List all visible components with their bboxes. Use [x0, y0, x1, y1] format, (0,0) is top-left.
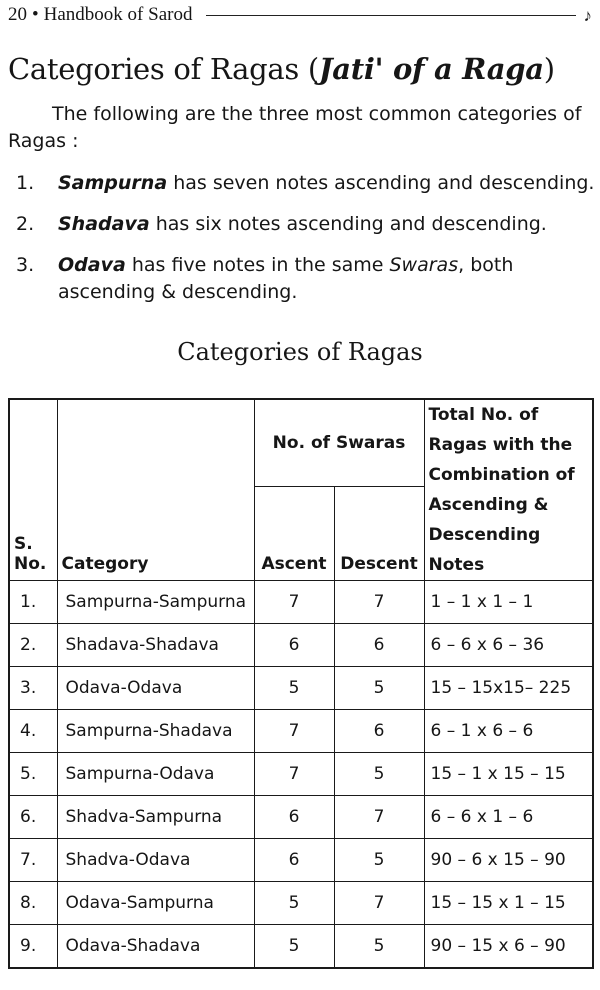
- header-sno-line2: No.: [14, 554, 47, 574]
- cell-descent: 7: [334, 581, 424, 624]
- head-separator: •: [32, 4, 39, 25]
- cell-category: Shadva-Sampurna: [57, 796, 254, 839]
- cell-descent: 5: [334, 925, 424, 969]
- cell-descent: 7: [334, 882, 424, 925]
- cell-total: 6 – 6 x 1 – 6: [424, 796, 593, 839]
- cell-category: Odava-Odava: [57, 667, 254, 710]
- music-note-icon: ♪: [583, 5, 592, 25]
- category-list: [8, 170, 598, 320]
- cell-category: Odava-Sampurna: [57, 882, 254, 925]
- cell-total: 15 – 1 x 15 – 15: [424, 753, 593, 796]
- cell-sno: 3.: [9, 667, 57, 710]
- cell-total: 15 – 15x15– 225: [424, 667, 593, 710]
- table-row: [9, 796, 593, 839]
- cell-sno: 6.: [9, 796, 57, 839]
- header-sno: [9, 399, 57, 581]
- cell-category: Shadva-Odava: [57, 839, 254, 882]
- category-term: Odava: [58, 254, 126, 276]
- category-description: has six notes ascending and descending.: [149, 213, 547, 235]
- table-row: [9, 882, 593, 925]
- running-head: [8, 2, 592, 28]
- cell-descent: 7: [334, 796, 424, 839]
- cell-total: 1 – 1 x 1 – 1: [424, 581, 593, 624]
- category-list-item: [8, 170, 598, 197]
- swaras-term: Swaras: [389, 254, 459, 276]
- table-row: [9, 839, 593, 882]
- section-title-suffix: ): [543, 52, 555, 86]
- cell-total: 90 – 6 x 15 – 90: [424, 839, 593, 882]
- table-body: [9, 581, 593, 969]
- cell-category: Sampurna-Odava: [57, 753, 254, 796]
- cell-category: Sampurna-Sampurna: [57, 581, 254, 624]
- cell-ascent: 7: [254, 581, 334, 624]
- cell-ascent: 5: [254, 882, 334, 925]
- cell-category: Sampurna-Shadava: [57, 710, 254, 753]
- categories-table: [8, 398, 594, 969]
- list-text: [58, 211, 598, 238]
- cell-descent: 6: [334, 710, 424, 753]
- section-title: [8, 52, 555, 86]
- table-row: [9, 624, 593, 667]
- category-term: Sampurna: [58, 172, 168, 194]
- cell-descent: 5: [334, 839, 424, 882]
- category-term: Shadava: [58, 213, 150, 235]
- table-row: [9, 667, 593, 710]
- cell-ascent: 5: [254, 667, 334, 710]
- cell-descent: 6: [334, 624, 424, 667]
- cell-sno: 7.: [9, 839, 57, 882]
- header-sno-line1: S.: [14, 534, 33, 554]
- cell-sno: 1.: [9, 581, 57, 624]
- intro-paragraph: The following are the three most common categories of Ragas :: [8, 103, 582, 152]
- header-category: Category: [57, 399, 254, 581]
- category-list-item: [8, 252, 598, 306]
- list-number: 2.: [16, 213, 35, 235]
- list-number: 3.: [16, 254, 35, 276]
- cell-ascent: 6: [254, 839, 334, 882]
- cell-ascent: 7: [254, 753, 334, 796]
- list-number: 1.: [16, 172, 35, 194]
- cell-total: 6 – 1 x 6 – 6: [424, 710, 593, 753]
- table-row: [9, 581, 593, 624]
- cell-descent: 5: [334, 667, 424, 710]
- header-descent: Descent: [334, 487, 424, 581]
- header-total: Total No. of Ragas with the Combination of Ascending & Descending Notes: [424, 399, 593, 581]
- cell-descent: 5: [334, 753, 424, 796]
- cell-ascent: 6: [254, 624, 334, 667]
- table-row: [9, 753, 593, 796]
- cell-ascent: 6: [254, 796, 334, 839]
- category-description-after: , both ascending & descending.: [58, 254, 514, 303]
- cell-category: Odava-Shadava: [57, 925, 254, 969]
- cell-total: 90 – 15 x 6 – 90: [424, 925, 593, 969]
- cell-sno: 9.: [9, 925, 57, 969]
- section-title-emphasis: Jati' of a Raga: [318, 52, 544, 86]
- cell-category: Shadava-Shadava: [57, 624, 254, 667]
- book-title: Handbook of Sarod: [43, 4, 193, 25]
- section-title-prefix: Categories of Ragas (: [8, 52, 319, 86]
- head-rule: [206, 15, 575, 16]
- category-description-before: has five notes in the same: [125, 254, 390, 276]
- list-text: [58, 170, 598, 197]
- header-swaras: No. of Swaras: [254, 399, 424, 487]
- cell-total: 6 – 6 x 6 – 36: [424, 624, 593, 667]
- category-description: has seven notes ascending and descending.: [167, 172, 595, 194]
- list-text: [58, 252, 598, 306]
- page-number: 20: [8, 4, 27, 25]
- cell-sno: 2.: [9, 624, 57, 667]
- cell-total: 15 – 15 x 1 – 15: [424, 882, 593, 925]
- cell-sno: 8.: [9, 882, 57, 925]
- cell-ascent: 5: [254, 925, 334, 969]
- cell-ascent: 7: [254, 710, 334, 753]
- cell-sno: 5.: [9, 753, 57, 796]
- table-row: [9, 925, 593, 969]
- header-ascent: Ascent: [254, 487, 334, 581]
- table-title: Categories of Ragas: [177, 338, 423, 366]
- cell-sno: 4.: [9, 710, 57, 753]
- category-list-item: [8, 211, 598, 238]
- table-row: [9, 710, 593, 753]
